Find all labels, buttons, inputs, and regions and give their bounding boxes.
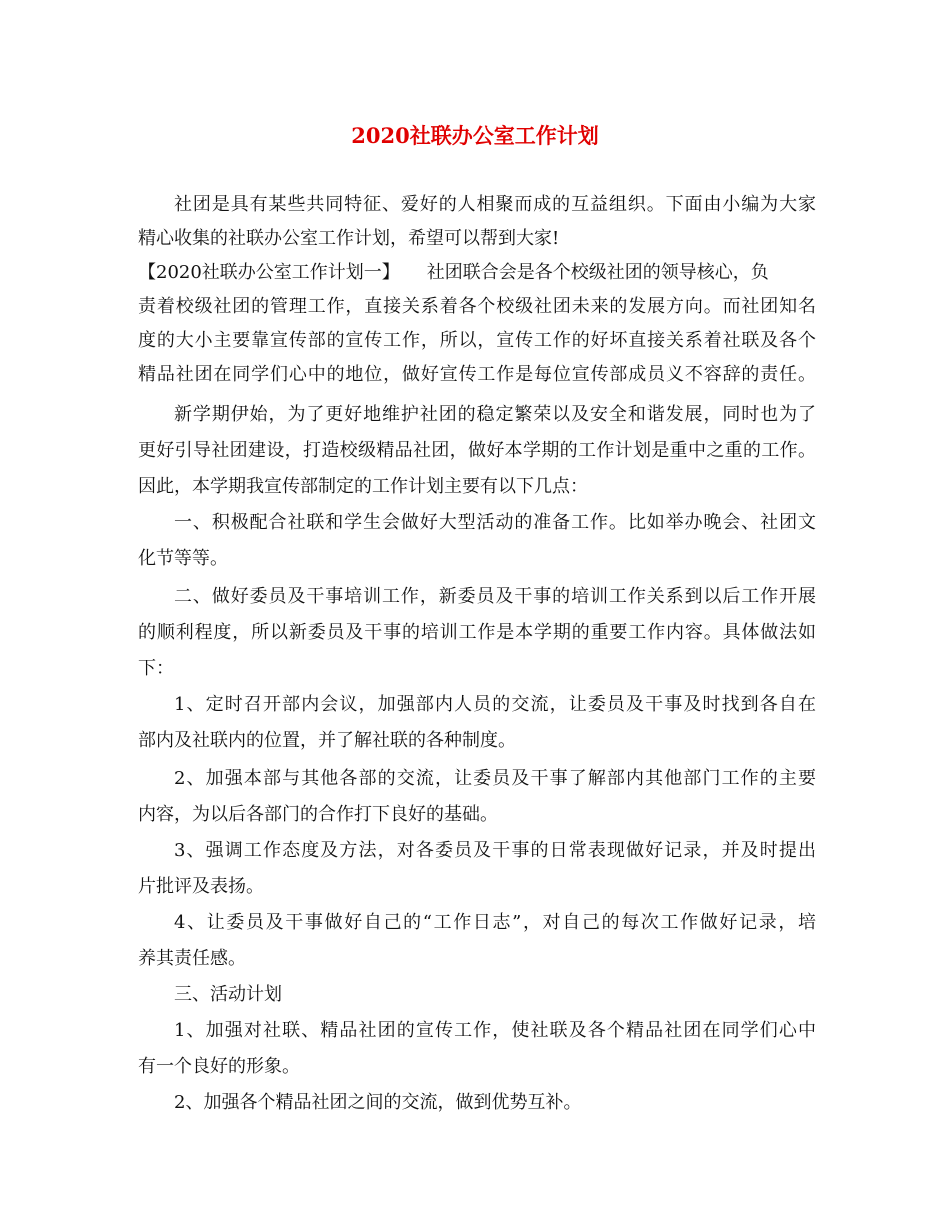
text-line: 更好引导社团建设，打造校级精品社团，做好本学期的工作计划是重中之重的工作。 — [138, 440, 816, 461]
text-line: 度的大小主要靠宣传部的宣传工作，所以，宣传工作的好坏直接关系着社联及各个 — [138, 330, 816, 351]
text-line: 2、加强各个精品社团之间的交流，做到优势互补。 — [174, 1092, 582, 1113]
text-line: 2、加强本部与其他各部的交流，让委员及干事了解部内其他部门工作的主要 — [174, 768, 816, 789]
text-line: 三、活动计划 — [174, 984, 282, 1005]
text-line: 1、定时召开部内会议，加强部内人员的交流，让委员及干事及时找到各自在 — [174, 694, 816, 715]
text-line: 责着校级社团的管理工作，直接关系着各个校级社团未来的发展方向。而社团知名 — [138, 296, 816, 317]
text-line: 精品社团在同学们心中的地位，做好宣传工作是每位宣传部成员义不容辞的责任。 — [138, 364, 816, 385]
text-line: 新学期伊始，为了更好地维护社团的稳定繁荣以及安全和谐发展，同时也为了 — [174, 404, 816, 425]
text-line: 有一个良好的形象。 — [138, 1056, 300, 1077]
text-line: 一、积极配合社联和学生会做好大型活动的准备工作。比如举办晚会、社团文 — [174, 512, 816, 533]
text-line: 因此，本学期我宣传部制定的工作计划主要有以下几点： — [138, 476, 588, 497]
text-line: 部内及社联内的位置，并了解社联的各种制度。 — [138, 730, 516, 751]
text-line: 片批评及表扬。 — [138, 876, 264, 897]
text-line: 社团是具有某些共同特征、爱好的人相聚而成的互益组织。下面由小编为大家 — [174, 194, 816, 215]
text-line: 精心收集的社联办公室工作计划，希望可以帮到大家! — [138, 228, 560, 249]
document-title: 2020社联办公室工作计划 — [351, 123, 599, 148]
text-line: 内容，为以后各部门的合作打下良好的基础。 — [138, 804, 498, 825]
text-line: 二、做好委员及干事培训工作，新委员及干事的培训工作关系到以后工作开展 — [174, 586, 816, 607]
text-line: 3、强调工作态度及方法，对各委员及干事的日常表现做好记录，并及时提出 — [174, 840, 816, 861]
text-line: 下： — [138, 658, 174, 679]
text-line: 【2020社联办公室工作计划一】 社团联合会是各个校级社团的领导核心，负 — [138, 262, 769, 283]
text-line: 4、让委员及干事做好自己的“工作日志”，对自己的每次工作做好记录，培 — [174, 912, 816, 933]
text-line: 养其责任感。 — [138, 948, 246, 969]
text-line: 的顺利程度，所以新委员及干事的培训工作是本学期的重要工作内容。具体做法如 — [138, 622, 816, 643]
text-line: 化节等等。 — [138, 548, 228, 569]
text-line: 1、加强对社联、精品社团的宣传工作，使社联及各个精品社团在同学们心中 — [174, 1020, 816, 1041]
